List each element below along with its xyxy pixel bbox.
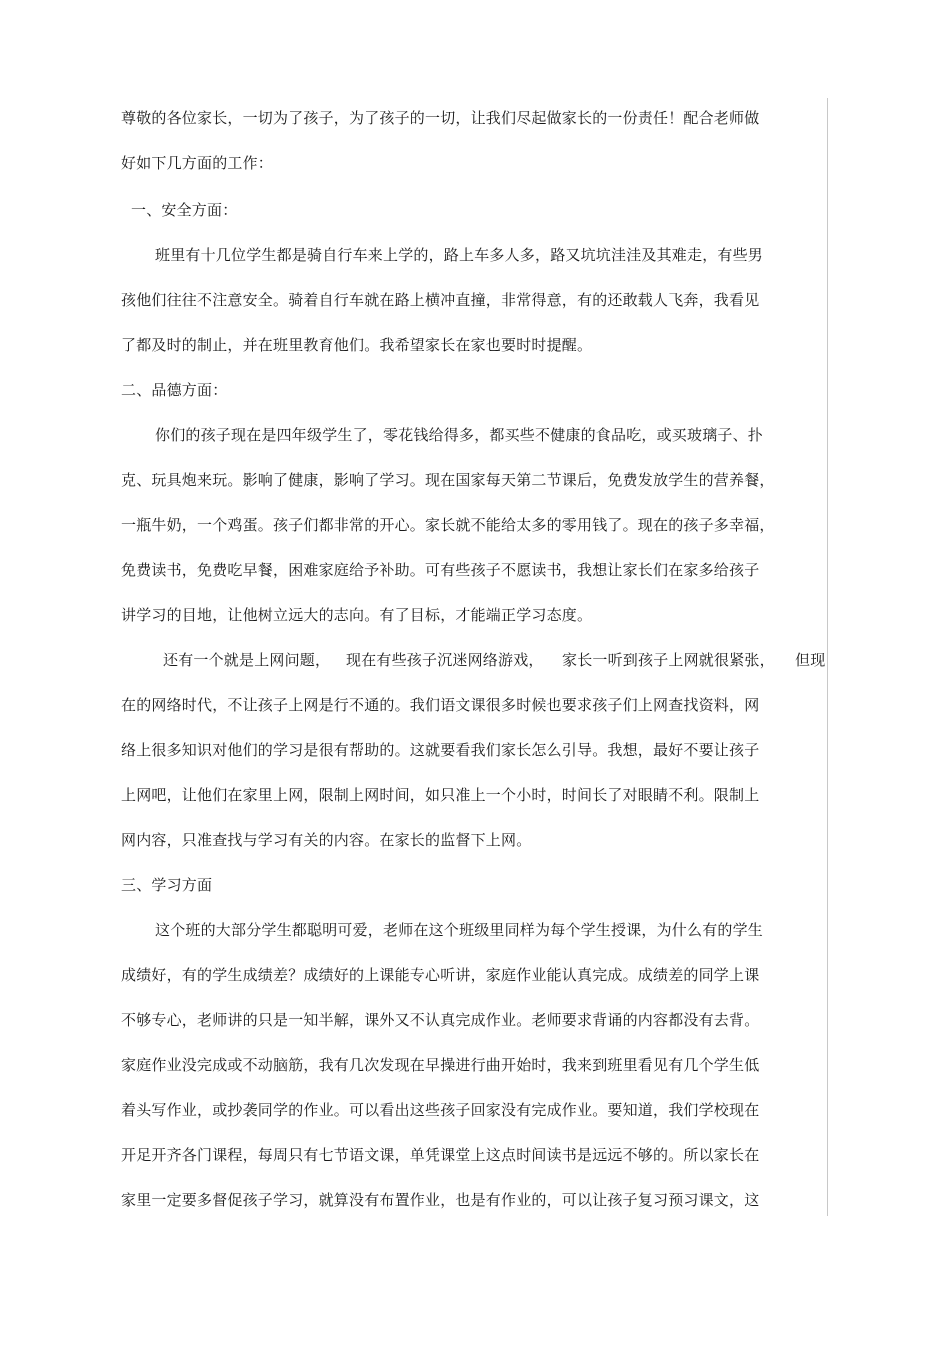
section-heading-safety: 一、安全方面： xyxy=(131,201,238,219)
internet-line-segment-3: 家长一听到孩子上网就很紧张， xyxy=(562,651,775,669)
text-line-morals-5: 讲学习的目地，让他树立远大的志向。有了目标，才能端正学习态度。 xyxy=(121,606,593,624)
text-line-study-1: 这个班的大部分学生都聪明可爱，老师在这个班级里同样为每个学生授课，为什么有的学生 xyxy=(155,921,764,939)
text-line-2: 好如下几方面的工作： xyxy=(121,154,274,172)
text-line-study-3: 不够专心，老师讲的只是一知半解，课外又不认真完成作业。老师要求背诵的内容都没有去背。 xyxy=(121,1011,760,1029)
text-line-study-2: 成绩好，有的学生成绩差？成绩好的上课能专心听讲，家庭作业能认真完成。成绩差的同学上课 xyxy=(121,966,760,984)
text-line-study-7: 家里一定要多督促孩子学习，就算没有布置作业，也是有作业的，可以让孩子复习预习课文，这 xyxy=(121,1191,760,1209)
text-line-safety-1: 班里有十几位学生都是骑自行车来上学的，路上车多人多，路又坑坑洼洼及其难走，有些男 xyxy=(155,246,764,264)
text-line-morals-3: 一瓶牛奶，一个鸡蛋。孩子们都非常的开心。家长就不能给太多的零用钱了。现在的孩子多幸福， xyxy=(121,516,775,534)
right-margin-rule xyxy=(827,98,828,1216)
text-line-study-4: 家庭作业没完成或不动脑筋，我有几次发现在早操进行曲开始时，我来到班里看见有几个学生低 xyxy=(121,1056,760,1074)
text-line-morals-1: 你们的孩子现在是四年级学生了，零花钱给得多，都买些不健康的食品吃，或买玻璃子、扑 xyxy=(155,426,764,444)
section-heading-study: 三、学习方面 xyxy=(121,876,213,894)
text-line-study-6: 开足开齐各门课程，每周只有七节语文课，单凭课堂上这点时间读书是远远不够的。所以家长在 xyxy=(121,1146,760,1164)
section-heading-morals: 二、品德方面： xyxy=(121,381,228,399)
text-line-internet-4: 上网吧，让他们在家里上网，限制上网时间，如只准上一个小时，时间长了对眼睛不利。限制上 xyxy=(121,786,760,804)
text-line-safety-2: 孩他们往往不注意安全。骑着自行车就在路上横冲直撞，非常得意，有的还敢载人飞奔，我看见 xyxy=(121,291,760,309)
internet-line-segment-2: 现在有些孩子沉迷网络游戏， xyxy=(346,651,544,669)
text-line-study-5: 着头写作业，或抄袭同学的作业。可以看出这些孩子回家没有完成作业。要知道，我们学校现在 xyxy=(121,1101,760,1119)
text-line-safety-3: 了都及时的制止，并在班里教育他们。我希望家长在家也要时时提醒。 xyxy=(121,336,593,354)
text-line-internet-5: 网内容，只准查找与学习有关的内容。在家长的监督下上网。 xyxy=(121,831,532,849)
text-line-1: 尊敬的各位家长，一切为了孩子，为了孩子的一切，让我们尽起做家长的一份责任！配合老师做 xyxy=(121,109,760,127)
internet-line-segment-1: 还有一个就是上网问题， xyxy=(163,651,331,669)
text-line-morals-4: 免费读书，免费吃早餐，困难家庭给予补助。可有些孩子不愿读书，我想让家长们在家多给孩子 xyxy=(121,561,760,579)
text-line-internet-3: 络上很多知识对他们的学习是很有帮助的。这就要看我们家长怎么引导。我想，最好不要让孩子 xyxy=(121,741,760,759)
internet-line-segment-4: 但现 xyxy=(795,651,826,669)
text-line-internet-2: 在的网络时代，不让孩子上网是行不通的。我们语文课很多时候也要求孩子们上网查找资料，网 xyxy=(121,696,760,714)
text-line-morals-2: 克、玩具炮来玩。影响了健康，影响了学习。现在国家每天第二节课后，免费发放学生的营养餐， xyxy=(121,471,775,489)
